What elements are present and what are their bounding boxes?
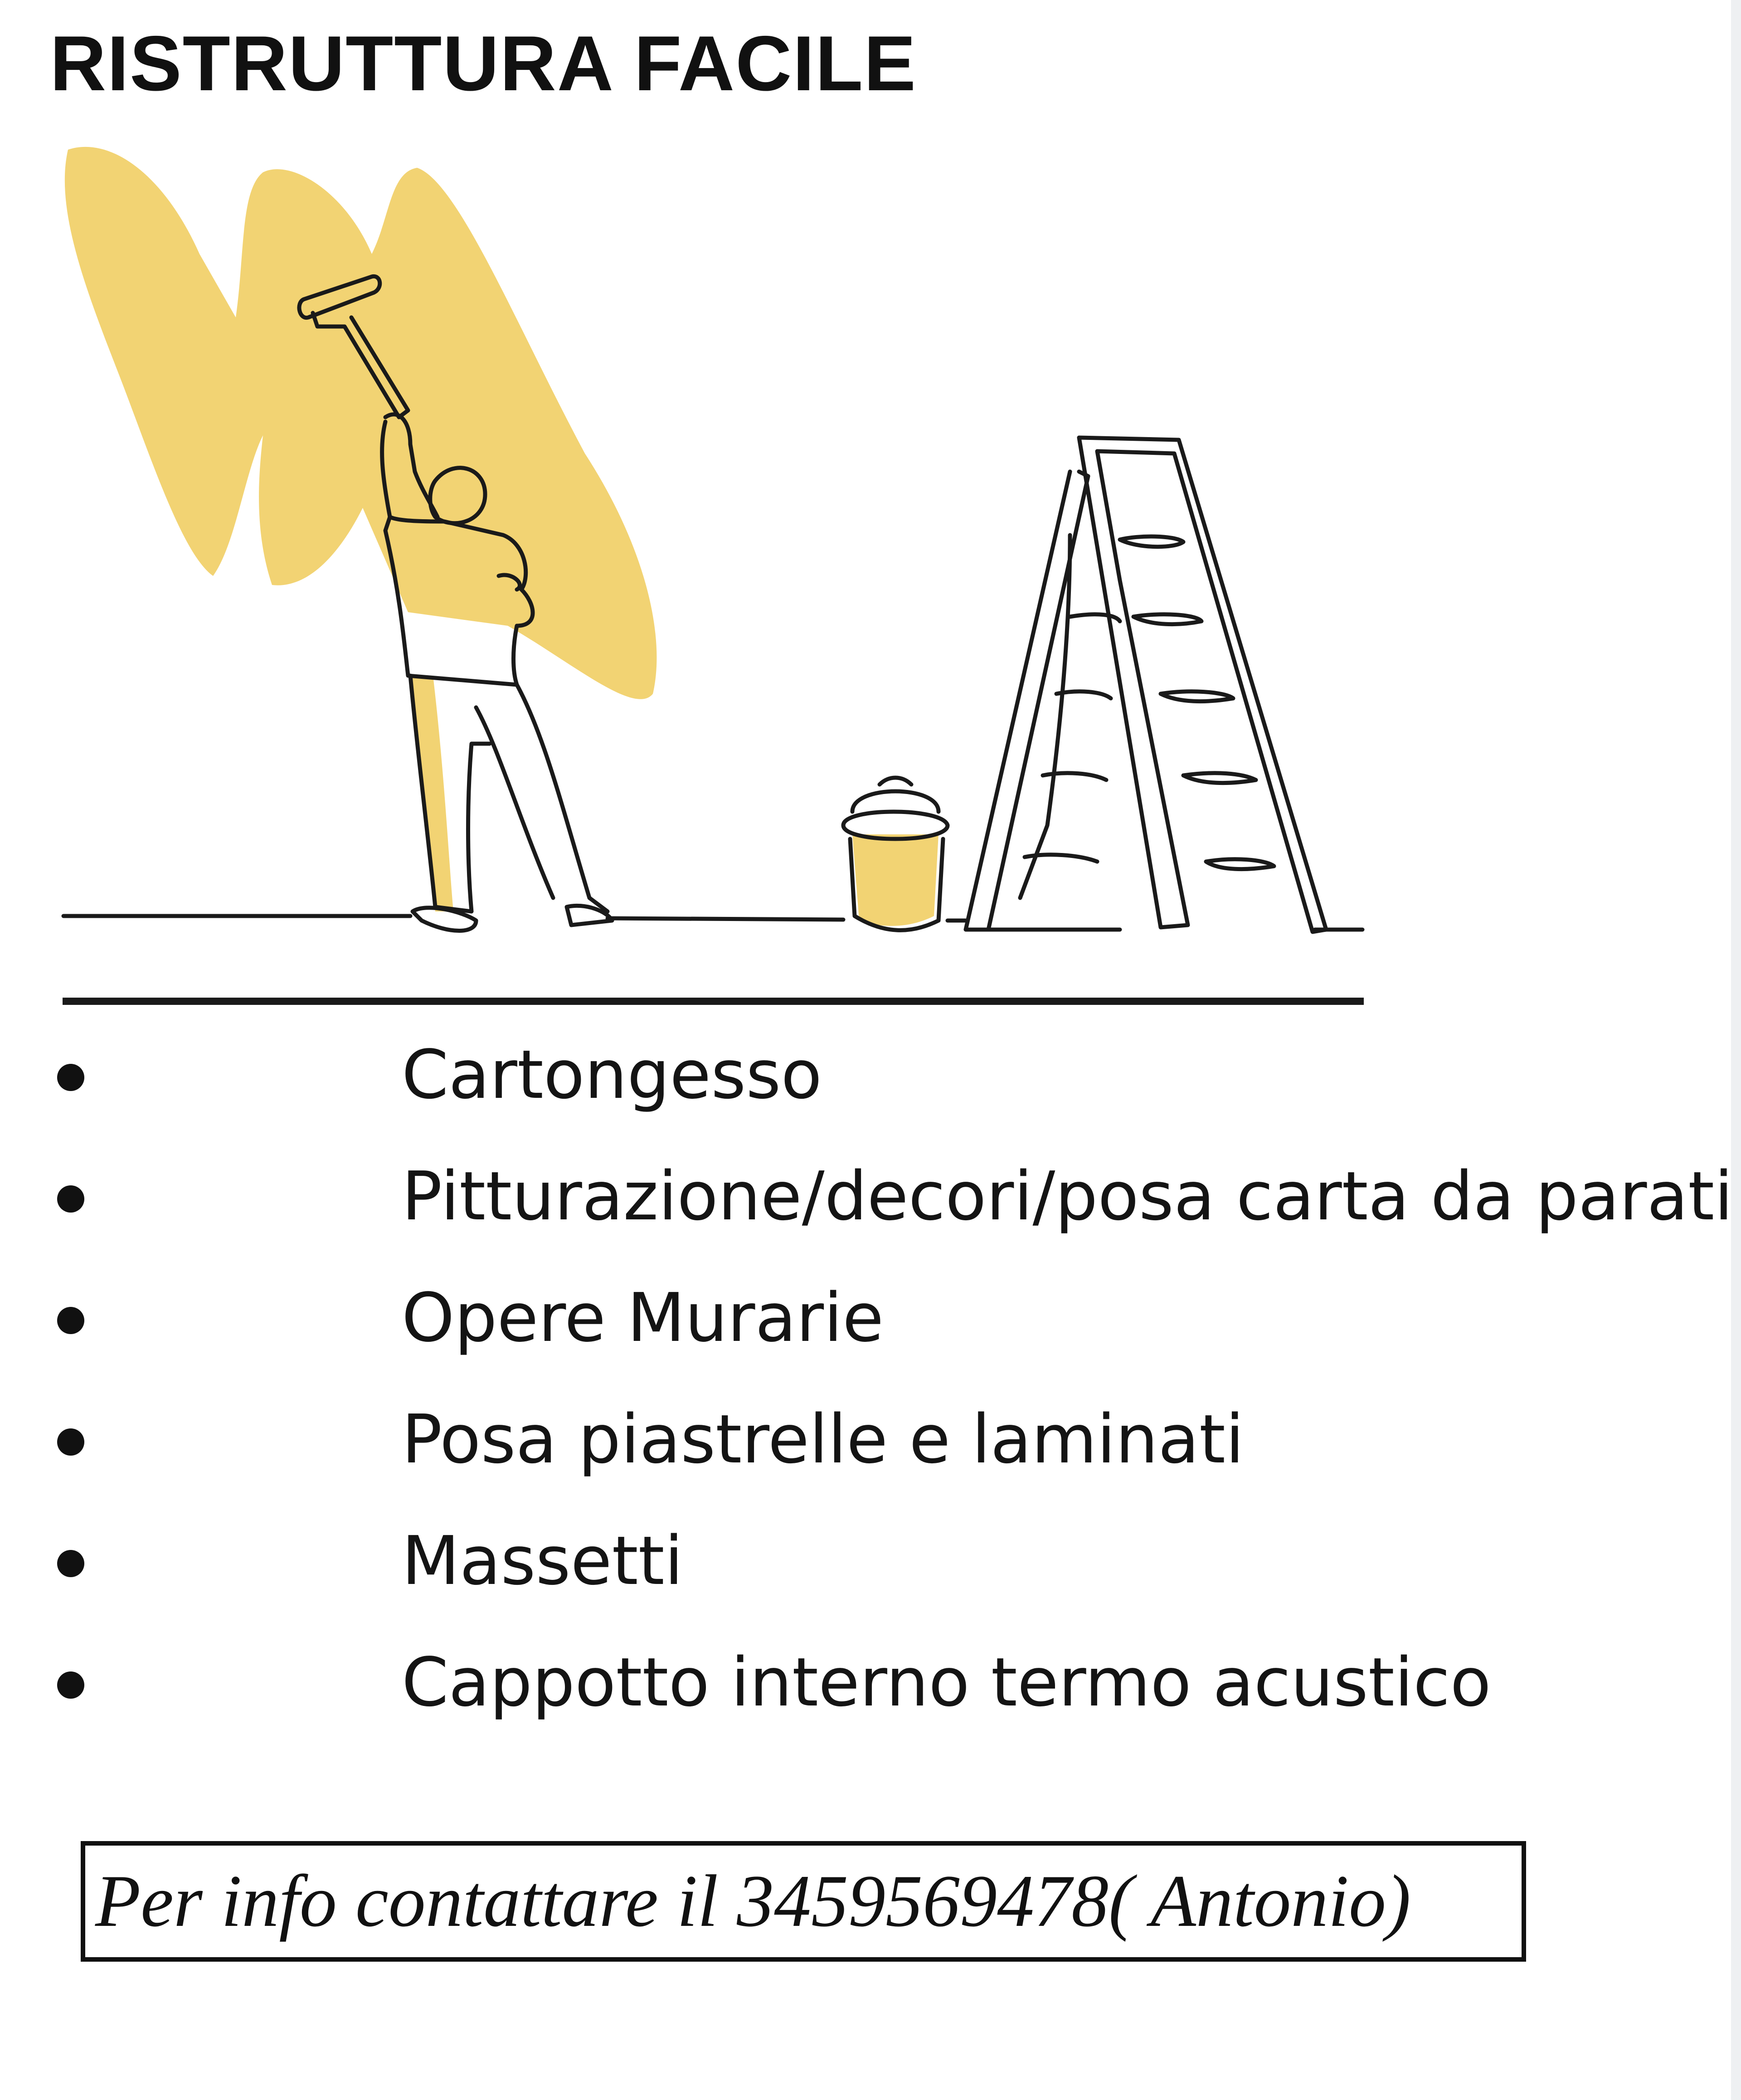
bucket-lid [852,778,939,812]
service-label: Cartongesso [402,1036,822,1114]
contact-text: Per info contattare il 3459569478( Antonio) [95,1860,1411,1942]
list-item [0,1389,1741,1511]
bullet-icon [57,1307,84,1334]
service-label: Pitturazione/decori/posa carta da parati [402,1157,1733,1235]
bullet-icon [57,1428,84,1456]
painter-leg-right [517,685,608,911]
ladder-rail-left-inner [988,472,1088,930]
bullet-icon [57,1064,84,1091]
services-list [0,1025,1741,1754]
list-item [0,1146,1741,1268]
list-item [0,1511,1741,1632]
bullet-icon [57,1550,84,1577]
paint-streak [65,147,657,699]
bullet-icon [57,1671,84,1699]
contact-box [81,1841,1526,1962]
service-label: Opere Murarie [402,1279,884,1357]
bullet-icon [57,1185,84,1213]
service-label: Massetti [402,1522,683,1600]
section-divider [63,998,1364,1005]
painter-illustration [0,0,1741,1025]
paint-bucket-fill [852,834,939,926]
page-title: RISTRUTTURA FACILE [50,20,917,107]
list-item [0,1268,1741,1389]
list-item [0,1025,1741,1146]
list-item [0,1632,1741,1754]
service-label: Cappotto interno termo acustico [402,1643,1491,1721]
service-label: Posa piastrelle e laminati [402,1400,1245,1478]
ladder-frame [1079,438,1326,932]
